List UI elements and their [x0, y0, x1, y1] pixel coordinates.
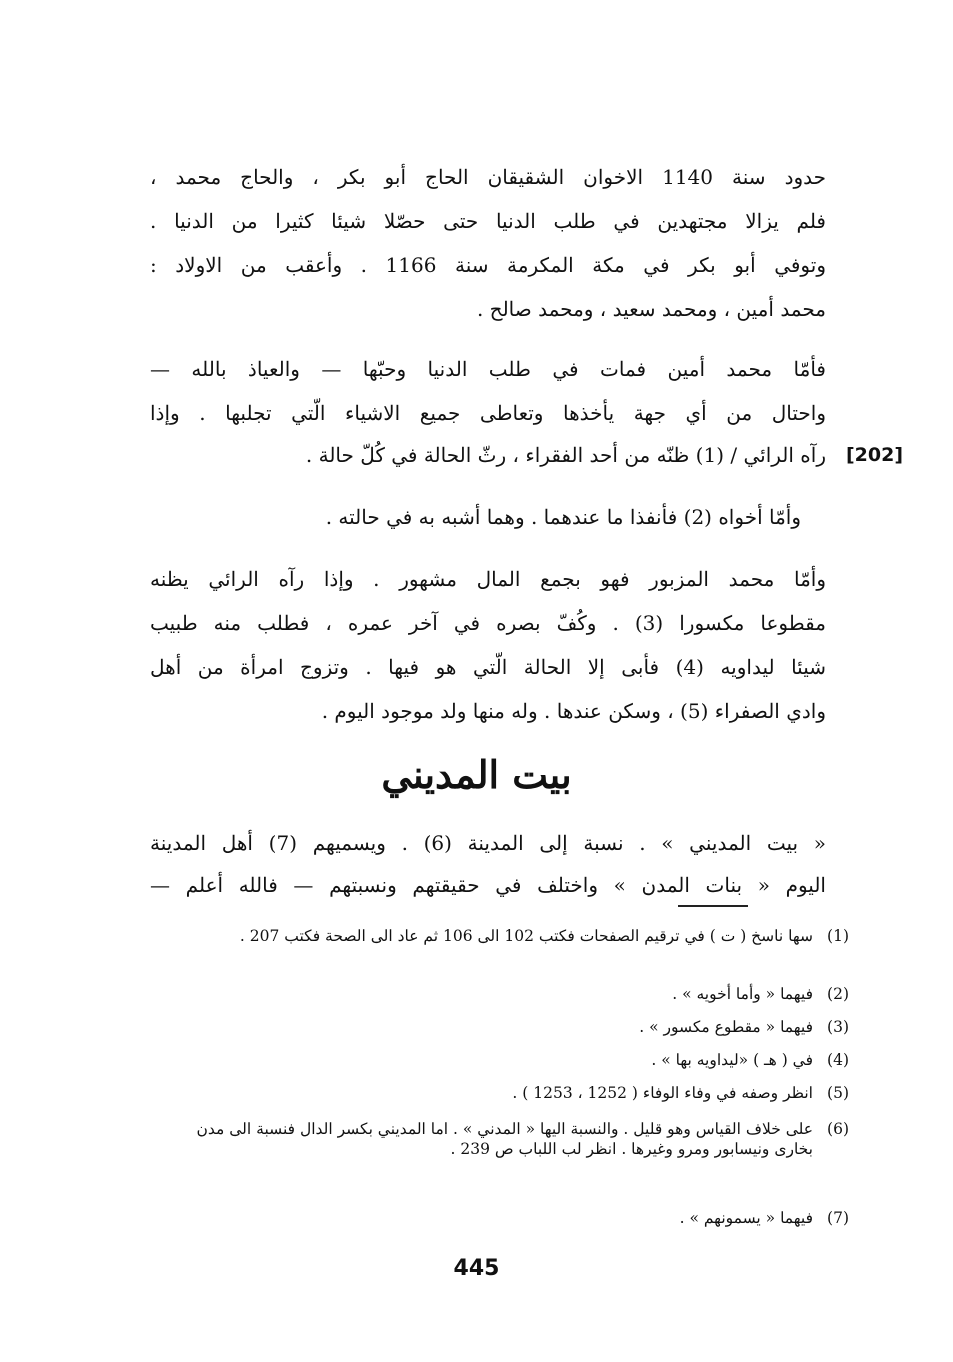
text-line: فلم يزالا مجتهدين في طلب الدنيا حتى حصّلا شيئا كثيرا من الدنيا .: [150, 209, 826, 233]
footnote-separator: [678, 905, 748, 907]
margin-page-reference: [202]: [846, 444, 904, 466]
footnote-number: (7): [827, 1209, 849, 1227]
footnote-text: فيهما « وأما أخويه » .: [672, 985, 813, 1003]
text-line: وأمّا محمد المزبور فهو بجمع المال مشهور . وإذا رآه الرائي يظنه: [150, 567, 826, 591]
footnote-number: (4): [827, 1051, 849, 1069]
page-number: 445: [453, 1256, 500, 1281]
text-line: « بيت المديني » . نسبة إلى المدينة (6) . ويسميهم (7) أهل المدينة: [150, 831, 826, 855]
footnote-number: (3): [827, 1018, 849, 1036]
footnote: [153, 1119, 849, 1159]
footnote-text: سها ناسخ ( ت ) في ترقيم الصفحات فكتب 102 الى 106 ثم عاد الى الصحة فكتب 207 .: [239, 927, 813, 945]
footnote: [153, 1017, 849, 1037]
footnote: [153, 1208, 849, 1228]
footnote-text: انظر وصفه في وفاء الوفاء ( 1252 ، 1253 ) .: [512, 1084, 813, 1102]
footnote-number: (6): [827, 1120, 849, 1138]
footnote: [153, 1083, 849, 1103]
footnote-text: في ( هـ ) «ليداويه بها » .: [651, 1051, 813, 1069]
text-line: شيئا ليداويه (4) فأبى إلا الحالة الّتي هو فيها . وتزوج امرأة من أهل: [150, 655, 826, 679]
footnote: [153, 1050, 849, 1070]
text-line: محمد أمين ، ومحمد سعيد ، ومحمد صالح .: [476, 297, 826, 321]
text-line: رآه الرائي / (1) ظنّه من أحد الفقراء ، رثّ الحالة في كُلّ حالة .: [305, 443, 826, 467]
footnote-number: (5): [827, 1084, 849, 1102]
footnote-number: (2): [827, 985, 849, 1003]
section-title: بيت المديني: [381, 752, 572, 797]
footnote-text: فيهما « يسمونهم » .: [679, 1209, 813, 1227]
text-line: فأمّا محمد أمين فمات في طلب الدنيا وحبّها — والعياذ بالله —: [150, 357, 826, 381]
footnote-text: فيهما « مقطوع مكسور » .: [639, 1018, 813, 1036]
text-line: وتوفي أبو بكر في مكة المكرمة سنة 1166 . وأعقب من الاولاد :: [150, 253, 826, 277]
footnote-number: (1): [827, 927, 849, 945]
text-line: وأمّا أخواه (2) فأنفذا ما عندهما . وهما أشبه به في حالته .: [325, 505, 801, 529]
text-line: مقطوعا مكسورا (3) . وكُفّ بصره في آخر عمره ، فطلب منه طبيب: [150, 611, 826, 635]
footnote: [153, 926, 849, 946]
text-line: اليوم « بنات المدن » واختلف في حقيقتهم ونسبتهم — فالله أعلم —: [150, 873, 826, 897]
footnote: [153, 984, 849, 1004]
text-line: وادي الصفراء (5) ، وسكن عندها . وله منها ولد موجود اليوم .: [321, 699, 826, 723]
footnote-text: على خلاف القياس وهو قليل . والنسبة اليها « المدني » . اما المديني بكسر الدال فنسبة الى مدن بخارى ونيسابور ومرو وغيرها . انظر لب اللباب ص 239 .: [196, 1120, 813, 1158]
text-line: واحتال من أي جهة يأخذها وتعاطى جميع الاشياء الّتي تجلبها . وإذا: [150, 401, 826, 425]
text-line: حدود سنة 1140 الاخوان الشقيقان الحاج أبو بكر ، والحاج محمد ،: [150, 165, 826, 189]
